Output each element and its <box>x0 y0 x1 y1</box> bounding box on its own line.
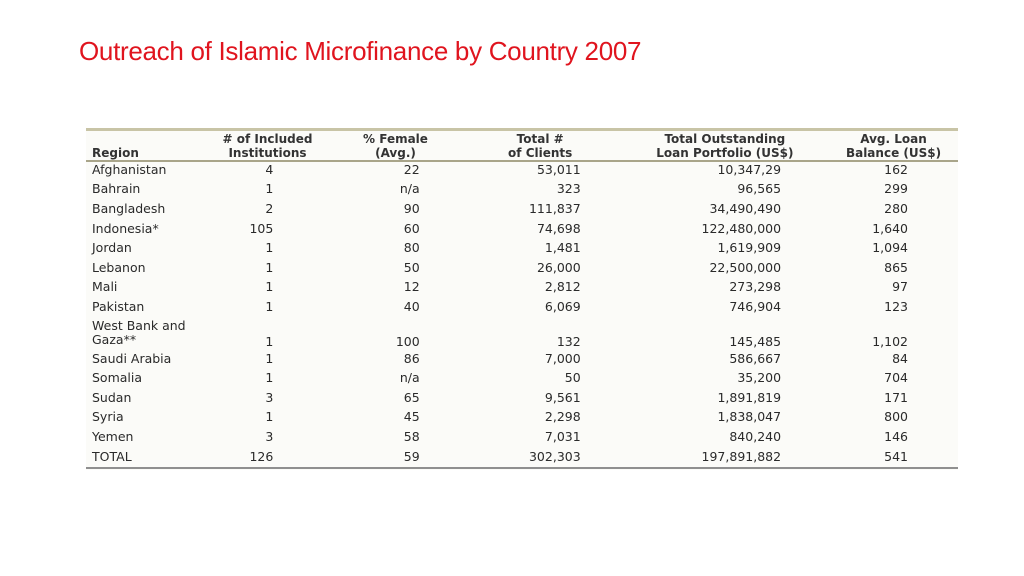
table-header-row <box>86 128 958 160</box>
cell-avg-loan: 84 <box>892 350 908 366</box>
table-row <box>86 408 958 428</box>
cell-institutions: 126 <box>249 448 274 464</box>
header-avg-loan <box>829 128 958 160</box>
cell-female: 58 <box>403 428 420 444</box>
cell-institutions: 1 <box>265 259 274 275</box>
cell-female: 80 <box>403 240 420 256</box>
cell-clients: 323 <box>556 181 581 197</box>
cell-institutions: 4 <box>265 161 274 177</box>
cell-avg-loan: 97 <box>892 279 908 295</box>
cell-institutions: 3 <box>265 428 274 444</box>
cell-region: TOTAL <box>92 448 132 464</box>
cell-region: West Bank and Gaza** <box>92 317 186 347</box>
table-row <box>86 349 958 369</box>
cell-loan-portfolio: 35,200 <box>737 370 782 386</box>
cell-female: 86 <box>403 350 420 366</box>
cell-clients: 302,303 <box>528 448 581 464</box>
table-row <box>86 297 958 317</box>
header-region <box>86 128 204 160</box>
cell-avg-loan: 1,640 <box>872 220 908 236</box>
header-loan-portfolio-line1: Total Outstanding <box>664 132 786 146</box>
cell-region: Indonesia* <box>92 220 159 236</box>
cell-institutions: 1 <box>265 350 274 366</box>
cell-loan-portfolio: 145,485 <box>729 333 782 349</box>
cell-avg-loan: 280 <box>884 200 908 216</box>
table-row <box>86 258 958 278</box>
cell-clients: 2,812 <box>544 279 581 295</box>
table-row <box>86 199 958 219</box>
table-header-rule <box>86 160 958 162</box>
table-body <box>86 160 958 466</box>
outreach-table-figure <box>86 128 958 470</box>
table-row <box>86 368 958 388</box>
cell-institutions: 1 <box>265 181 274 197</box>
cell-loan-portfolio: 1,838,047 <box>717 409 782 425</box>
cell-region: Lebanon <box>92 259 146 275</box>
cell-region: Bangladesh <box>92 200 166 216</box>
table-row <box>86 238 958 258</box>
cell-institutions: 1 <box>265 240 274 256</box>
header-female <box>331 128 459 160</box>
cell-female: 45 <box>403 409 420 425</box>
cell-avg-loan: 800 <box>884 409 908 425</box>
cell-loan-portfolio: 840,240 <box>729 428 782 444</box>
cell-region: Afghanistan <box>92 161 167 177</box>
table-row <box>86 160 958 180</box>
cell-institutions: 1 <box>265 298 274 314</box>
cell-loan-portfolio: 1,619,909 <box>717 240 782 256</box>
cell-region: Mali <box>92 279 118 295</box>
header-clients-line2: of Clients <box>508 146 573 160</box>
header-female-line2: (Avg.) <box>375 146 416 160</box>
cell-clients: 6,069 <box>544 298 581 314</box>
cell-female: 40 <box>403 298 420 314</box>
cell-avg-loan: 865 <box>884 259 908 275</box>
header-institutions-line1: # of Included <box>222 132 313 146</box>
cell-avg-loan: 123 <box>884 298 908 314</box>
slide-title: Outreach of Islamic Microfinance by Country 2007 <box>79 36 642 66</box>
cell-region: Yemen <box>92 428 134 444</box>
header-female-line1: % Female <box>363 132 428 146</box>
cell-loan-portfolio: 10,347,29 <box>717 161 782 177</box>
cell-clients: 50 <box>564 370 581 386</box>
cell-loan-portfolio: 197,891,882 <box>701 448 782 464</box>
cell-clients: 9,561 <box>544 389 581 405</box>
cell-institutions: 1 <box>265 370 274 386</box>
cell-region: Syria <box>92 409 124 425</box>
cell-female: 22 <box>403 161 420 177</box>
cell-clients: 1,481 <box>544 240 581 256</box>
header-avg-loan-line2: Balance (US$) <box>845 146 942 160</box>
cell-clients: 7,031 <box>544 428 581 444</box>
cell-loan-portfolio: 22,500,000 <box>709 259 782 275</box>
cell-loan-portfolio: 96,565 <box>737 181 782 197</box>
cell-avg-loan: 704 <box>884 370 908 386</box>
header-institutions-line2: Institutions <box>228 146 307 160</box>
cell-female: 59 <box>403 448 420 464</box>
table-row <box>86 219 958 239</box>
cell-female: 90 <box>403 200 420 216</box>
cell-female: 100 <box>395 333 420 349</box>
cell-female: 65 <box>403 389 420 405</box>
table-row <box>86 427 958 447</box>
header-loan-portfolio-line2: Loan Portfolio (US$) <box>656 146 794 160</box>
cell-region: Jordan <box>92 240 132 256</box>
cell-institutions: 1 <box>265 279 274 295</box>
cell-institutions: 1 <box>265 333 274 349</box>
cell-clients: 53,011 <box>536 161 581 177</box>
cell-avg-loan: 171 <box>884 389 908 405</box>
cell-avg-loan: 162 <box>884 161 908 177</box>
table-row <box>86 447 958 467</box>
cell-female: 12 <box>403 279 420 295</box>
cell-female: n/a <box>399 181 420 197</box>
cell-region: Saudi Arabia <box>92 350 172 366</box>
cell-institutions: 1 <box>265 409 274 425</box>
cell-loan-portfolio: 746,904 <box>729 298 782 314</box>
cell-loan-portfolio: 586,667 <box>729 350 782 366</box>
cell-female: n/a <box>399 370 420 386</box>
cell-avg-loan: 1,102 <box>872 333 908 349</box>
cell-region: Bahrain <box>92 181 141 197</box>
table-row <box>86 278 958 298</box>
table-bottom-rule <box>86 467 958 469</box>
table-row <box>86 388 958 408</box>
cell-female: 50 <box>403 259 420 275</box>
cell-region: Somalia <box>92 370 143 386</box>
cell-loan-portfolio: 1,891,819 <box>717 389 782 405</box>
cell-region: Pakistan <box>92 298 145 314</box>
cell-avg-loan: 1,094 <box>872 240 908 256</box>
header-avg-loan-line1: Avg. Loan <box>860 132 927 146</box>
cell-avg-loan: 299 <box>884 181 908 197</box>
cell-region: Sudan <box>92 389 132 405</box>
outreach-table <box>86 128 958 466</box>
header-clients <box>460 128 621 160</box>
cell-clients: 2,298 <box>544 409 581 425</box>
cell-clients: 7,000 <box>544 350 581 366</box>
cell-clients: 132 <box>556 333 581 349</box>
cell-avg-loan: 146 <box>884 428 908 444</box>
header-institutions <box>204 128 332 160</box>
header-loan-portfolio <box>621 128 829 160</box>
cell-clients: 74,698 <box>536 220 581 236</box>
table-row <box>86 180 958 200</box>
table-row <box>86 317 958 349</box>
cell-avg-loan: 541 <box>884 448 908 464</box>
cell-loan-portfolio: 273,298 <box>729 279 782 295</box>
header-region-line1: Region <box>92 146 139 160</box>
cell-institutions: 3 <box>265 389 274 405</box>
cell-institutions: 2 <box>265 200 274 216</box>
cell-clients: 111,837 <box>528 200 581 216</box>
cell-institutions: 105 <box>249 220 274 236</box>
cell-loan-portfolio: 34,490,490 <box>709 200 782 216</box>
cell-clients: 26,000 <box>536 259 581 275</box>
cell-loan-portfolio: 122,480,000 <box>701 220 782 236</box>
header-clients-line1: Total # <box>516 132 564 146</box>
cell-female: 60 <box>403 220 420 236</box>
table-top-rule <box>86 128 958 131</box>
